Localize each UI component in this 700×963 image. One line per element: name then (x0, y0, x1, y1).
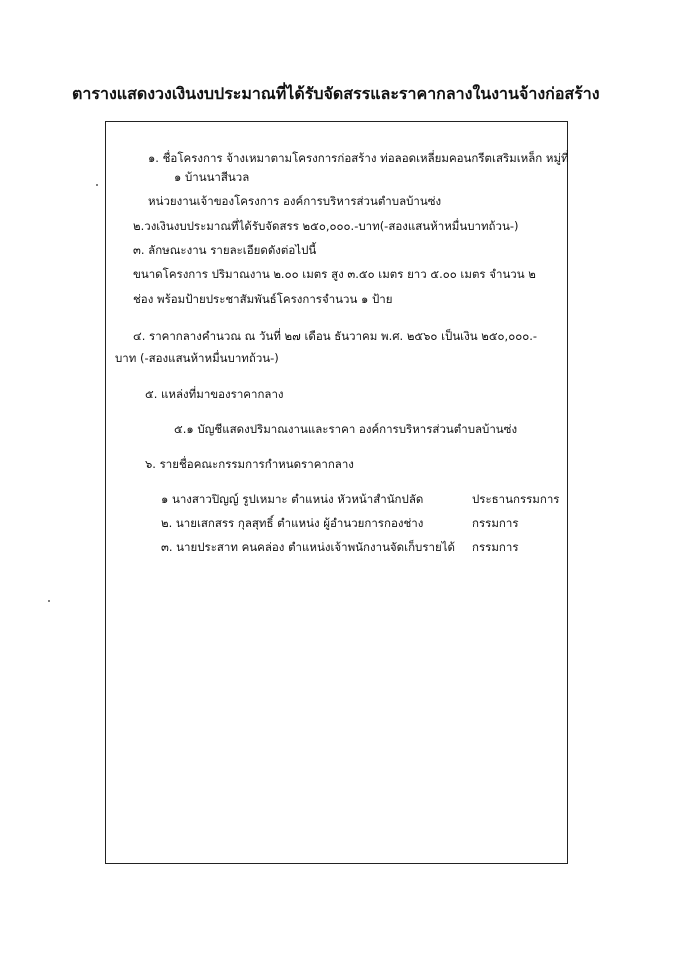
project-name-line1: ๑. ชื่อโครงการ จ้างเหมาตามโครงการก่อสร้าง ท่อลอดเหลี่ยมคอนกรีตเสริมเหล็ก หมู่ที่ (148, 151, 569, 165)
committee-member-1-name: ๑ นางสาวปิญญ์ รูปเหมาะ ตำแหน่ง หัวหน้าสำนักปลัด (161, 492, 424, 506)
committee-heading: ๖. รายชื่อคณะกรรมการกำหนดราคากลาง (145, 457, 354, 471)
committee-member-2-name: ๒. นายเสกสรร กุลสุทธิ์ ตำแหน่ง ผู้อำนวยการกองช่าง (161, 516, 424, 530)
scan-speck (96, 184, 98, 186)
committee-member-3-role: กรรมการ (472, 540, 519, 554)
price-source-heading: ๕. แหล่งที่มาของราคากลาง (145, 387, 284, 401)
price-source-item: ๕.๑ บัญชีแสดงปริมาณงานและราคา องค์การบริหารส่วนตำบลบ้านซ่ง (174, 422, 518, 436)
committee-member-1-role: ประธานกรรมการ (472, 492, 560, 506)
budget-line: ๒.วงเงินงบประมาณที่ได้รับจัดสรร ๒๕๐,๐๐๐.-บาท(-สองแสนห้าหมื่นบาทถ้วน-) (133, 219, 519, 233)
median-price-line1: ๔. ราคากลางคำนวณ ณ วันที่ ๒๗ เดือน ธันวาคม พ.ศ. ๒๕๖๐ เป็นเงิน ๒๕๐,๐๐๐.- (133, 329, 538, 343)
project-size-line2: ช่อง พร้อมป้ายประชาสัมพันธ์โครงการจำนวน ๑ ป้าย (133, 292, 393, 306)
project-name-line2: ๑ บ้านนาสีนวล (174, 170, 250, 184)
project-owner: หน่วยงานเจ้าของโครงการ องค์การบริหารส่วนตำบลบ้านซ่ง (148, 194, 442, 208)
committee-member-3-name: ๓. นายประสาท คนคล่อง ตำแหน่งเจ้าพนักงานจัดเก็บรายได้ (161, 540, 455, 554)
scan-speck (48, 600, 50, 602)
median-price-line2: บาท (-สองแสนห้าหมื่นบาทถ้วน-) (115, 351, 279, 365)
work-nature-heading: ๓. ลักษณะงาน รายละเอียดดังต่อไปนี้ (133, 243, 317, 257)
committee-member-2-role: กรรมการ (472, 516, 519, 530)
page-title: ตารางแสดงวงเงินงบประมาณที่ได้รับจัดสรรและราคากลางในงานจ้างก่อสร้าง (72, 84, 600, 103)
project-size-line1: ขนาดโครงการ ปริมาณงาน ๒.๐๐ เมตร สูง ๓.๕๐ เมตร ยาว ๕.๐๐ เมตร จำนวน ๒ (133, 267, 536, 281)
